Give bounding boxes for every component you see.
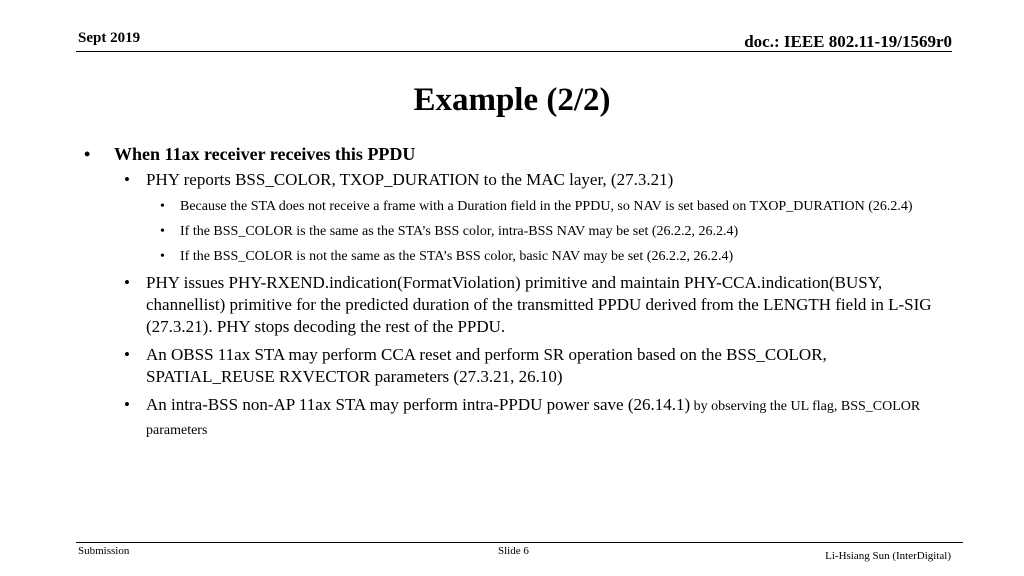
bullet-sub-basic-nav — [84, 247, 944, 266]
bullet-glyph: • — [160, 199, 165, 214]
bullet-glyph: • — [124, 395, 130, 414]
bullet-intra-bss-text-b: by observing the UL flag, BSS_COLOR parameters — [146, 399, 921, 438]
footer-slide-number: Slide 6 — [498, 545, 529, 557]
bullet-phy-reports-text: PHY reports BSS_COLOR, TXOP_DURATION to the MAC layer, (27.3.21) — [146, 170, 674, 189]
bullet-glyph: • — [84, 144, 91, 164]
bullet-glyph: • — [160, 224, 165, 239]
bullet-main — [84, 141, 944, 167]
bullet-intra-bss-power-save — [84, 394, 944, 442]
header-rule — [76, 51, 952, 52]
bullet-sub-basic-nav-text: If the BSS_COLOR is not the same as the STA’s BSS color, basic NAV may be set (26.2.2, 26.2.4) — [180, 249, 734, 264]
bullet-glyph: • — [124, 345, 130, 364]
header-doc-id: doc.: IEEE 802.11-19/1569r0 — [744, 32, 952, 51]
bullet-sub-nav-txop-text: Because the STA does not receive a frame with a Duration field in the PPDU, so NAV is set based on TXOP_DURATION (26.2.4) — [180, 199, 913, 214]
bullet-obss-text: An OBSS 11ax STA may perform CCA reset and perform SR operation based on the BSS_COLOR, SPATIAL_REUSE RXVECTOR parameters (27.3.21, 26.10) — [146, 345, 827, 386]
footer-submission: Submission — [78, 545, 130, 557]
footer-author: Li-Hsiang Sun (InterDigital) — [825, 550, 951, 562]
bullet-phy-issues — [84, 272, 944, 338]
header-date: Sept 2019 — [78, 30, 141, 46]
slide-content — [84, 141, 944, 448]
bullet-glyph: • — [124, 273, 130, 292]
bullet-phy-issues-text: PHY issues PHY-RXEND.indication(FormatViolation) primitive and maintain PHY-CCA.indication(BUSY, channellist) primitive for the predicted duration of the transmitted PPDU derived from the LENGTH field in L-SIG (27.3.21). PHY stops decoding the rest of the PPDU. — [146, 273, 932, 336]
bullet-obss — [84, 344, 944, 388]
bullet-main-text: When 11ax receiver receives this PPDU — [114, 144, 416, 164]
bullet-sub-intra-bss-nav — [84, 222, 944, 241]
bullet-sub-nav-txop — [84, 197, 944, 216]
bullet-sub-intra-bss-nav-text: If the BSS_COLOR is the same as the STA’s BSS color, intra-BSS NAV may be set (26.2.2, 26.2.4) — [180, 224, 739, 239]
slide-title: Example (2/2) — [413, 82, 611, 118]
bullet-phy-reports — [84, 169, 944, 191]
bullet-intra-bss-text-a: An intra-BSS non-AP 11ax STA may perform intra-PPDU power save (26.14.1) — [146, 395, 691, 414]
footer-rule — [76, 542, 963, 543]
bullet-glyph: • — [160, 249, 165, 264]
bullet-glyph: • — [124, 170, 130, 189]
